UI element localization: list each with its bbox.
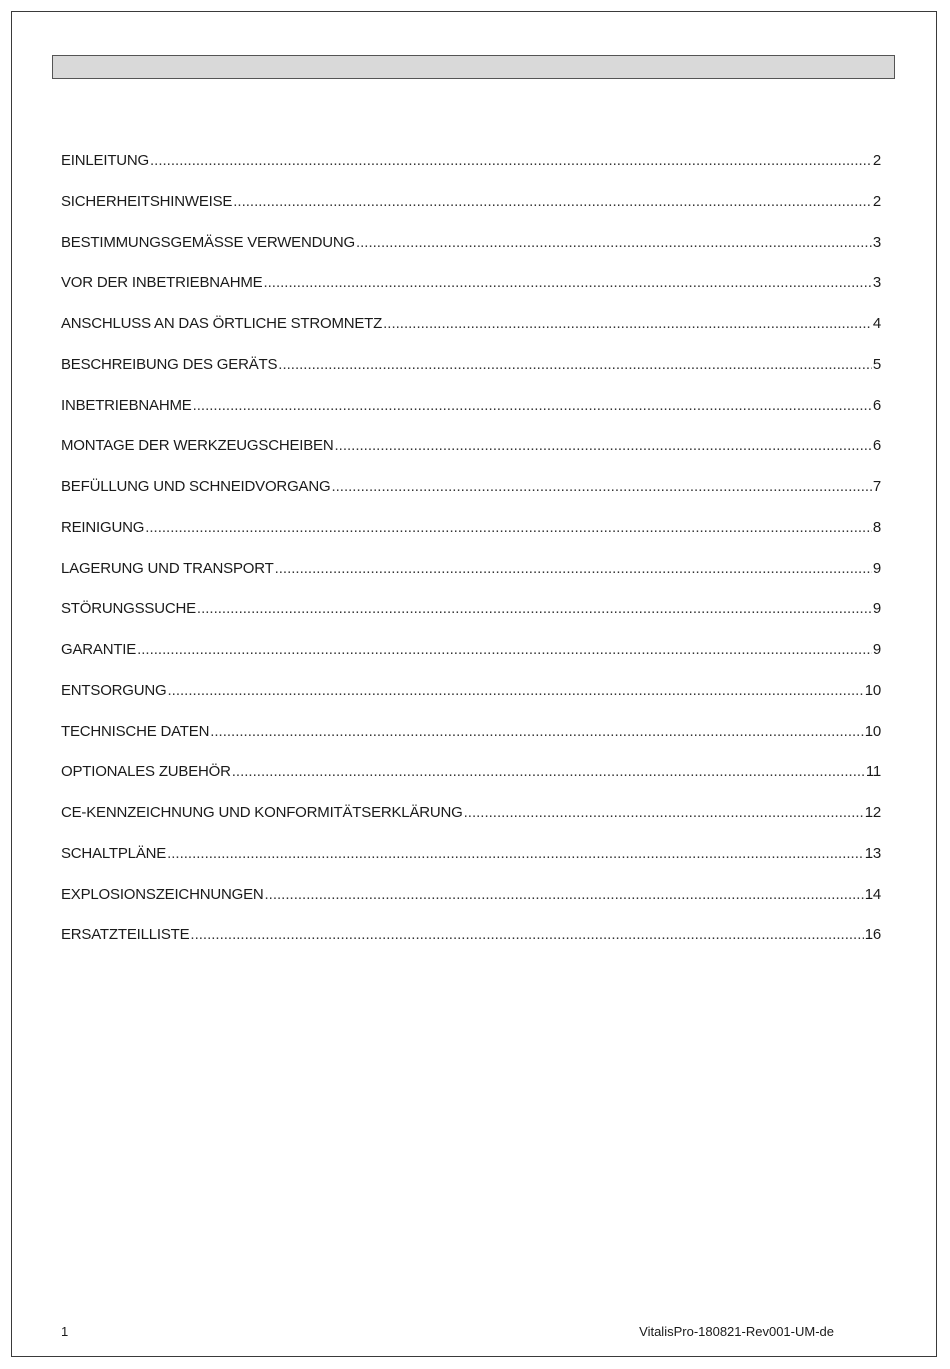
toc-dot-leader	[193, 397, 872, 415]
toc-entry-page: 2	[872, 152, 881, 169]
toc-entry-title: VOR DER INBETRIEBNAHME	[61, 274, 263, 292]
toc-dot-leader	[265, 886, 864, 904]
toc-entry-page: 2	[872, 192, 881, 210]
toc-entry-beschreibung-des-geraets[interactable]	[61, 333, 881, 374]
toc-entry-title: ANSCHLUSS AN DAS ÖRTLICHE STROMNETZ	[61, 315, 383, 332]
toc-entry-page: 3	[872, 274, 881, 292]
toc-entry-befuellung-schneidvorgang[interactable]	[61, 455, 881, 496]
toc-entry-ce-kennzeichnung[interactable]	[61, 781, 881, 822]
toc-entry-page: 10	[864, 681, 881, 699]
toc-dot-leader	[278, 356, 872, 374]
toc-entry-title: OPTIONALES ZUBEHÖR	[61, 763, 231, 781]
toc-entry-garantie[interactable]	[61, 618, 881, 659]
toc-entry-montage-werkzeugscheiben[interactable]	[61, 415, 881, 456]
toc-entry-page: 12	[864, 804, 881, 821]
footer-page-number: 1	[61, 1324, 69, 1339]
toc-entry-page: 6	[872, 396, 881, 414]
toc-entry-page: 4	[872, 315, 881, 332]
table-of-contents	[61, 150, 881, 944]
toc-entry-title: MONTAGE DER WERKZEUGSCHEIBEN	[61, 437, 334, 455]
toc-entry-title: INBETRIEBNAHME	[61, 396, 192, 414]
toc-dot-leader	[383, 315, 872, 333]
toc-entry-page: 9	[872, 600, 881, 618]
toc-entry-page: 13	[864, 844, 881, 862]
toc-entry-schaltplaene[interactable]	[61, 822, 881, 863]
toc-entry-page: 5	[872, 355, 881, 373]
toc-entry-einleitung[interactable]	[61, 150, 881, 170]
toc-dot-leader	[232, 763, 865, 781]
toc-entry-anschluss-stromnetz[interactable]	[61, 292, 881, 333]
toc-entry-title: SCHALTPLÄNE	[61, 844, 167, 862]
toc-entry-title: STÖRUNGSSUCHE	[61, 600, 196, 618]
toc-entry-page: 10	[864, 722, 881, 740]
toc-entry-title: LAGERUNG UND TRANSPORT	[61, 559, 274, 577]
toc-dot-leader	[190, 926, 863, 944]
toc-entry-entsorgung[interactable]	[61, 659, 881, 700]
toc-entry-vor-der-inbetriebnahme[interactable]	[61, 252, 881, 293]
toc-entry-page: 8	[872, 518, 881, 536]
toc-entry-title: CE-KENNZEICHNUNG UND KONFORMITÄTSERKLÄRUNG	[61, 804, 463, 821]
toc-dot-leader	[233, 193, 872, 211]
toc-entry-page: 14	[864, 885, 881, 903]
footer-document-id: VitalisPro-180821-Rev001-UM-de	[639, 1324, 834, 1339]
toc-entry-page: 11	[865, 763, 881, 781]
toc-entry-title: REINIGUNG	[61, 518, 145, 536]
toc-entry-reinigung[interactable]	[61, 496, 881, 537]
toc-dot-leader	[356, 234, 872, 252]
toc-dot-leader	[464, 804, 864, 822]
toc-dot-leader	[168, 682, 864, 700]
toc-dot-leader	[210, 723, 864, 741]
toc-entry-inbetriebnahme[interactable]	[61, 374, 881, 415]
toc-dot-leader	[263, 274, 871, 292]
toc-entry-sicherheitshinweise[interactable]	[61, 170, 881, 211]
toc-entry-stoerungssuche[interactable]	[61, 578, 881, 619]
toc-entry-page: 9	[872, 641, 881, 658]
toc-entry-title: ERSATZTEILLISTE	[61, 926, 190, 944]
header-bar	[52, 55, 895, 79]
toc-entry-page: 7	[872, 478, 881, 495]
toc-entry-page: 9	[872, 559, 881, 577]
toc-entry-title: BESTIMMUNGSGEMÄSSE VERWENDUNG	[61, 233, 355, 251]
toc-entry-lagerung-transport[interactable]	[61, 537, 881, 578]
toc-entry-title: SICHERHEITSHINWEISE	[61, 192, 233, 210]
toc-entry-technische-daten[interactable]	[61, 700, 881, 741]
toc-entry-explosionszeichnungen[interactable]	[61, 863, 881, 904]
toc-entry-page: 3	[872, 233, 881, 251]
toc-dot-leader	[167, 845, 864, 863]
toc-entry-page: 16	[864, 926, 881, 944]
toc-entry-title: TECHNISCHE DATEN	[61, 722, 210, 740]
toc-entry-title: BESCHREIBUNG DES GERÄTS	[61, 355, 278, 373]
toc-entry-title: GARANTIE	[61, 641, 137, 658]
toc-entry-title: ENTSORGUNG	[61, 681, 167, 699]
toc-entry-optionales-zubehoer[interactable]	[61, 741, 881, 782]
toc-entry-bestimmungsgemaesse-verwendung[interactable]	[61, 211, 881, 252]
toc-dot-leader	[334, 437, 871, 455]
toc-entry-title: EXPLOSIONSZEICHNUNGEN	[61, 885, 264, 903]
toc-dot-leader	[197, 600, 872, 618]
toc-entry-title: BEFÜLLUNG UND SCHNEIDVORGANG	[61, 478, 331, 495]
toc-entry-title: EINLEITUNG	[61, 152, 150, 169]
toc-entry-page: 6	[872, 437, 881, 455]
toc-entry-ersatzteilliste[interactable]	[61, 904, 881, 945]
toc-dot-leader	[150, 152, 872, 170]
toc-dot-leader	[275, 560, 872, 578]
toc-dot-leader	[331, 478, 871, 496]
toc-dot-leader	[137, 641, 872, 659]
toc-dot-leader	[145, 519, 872, 537]
